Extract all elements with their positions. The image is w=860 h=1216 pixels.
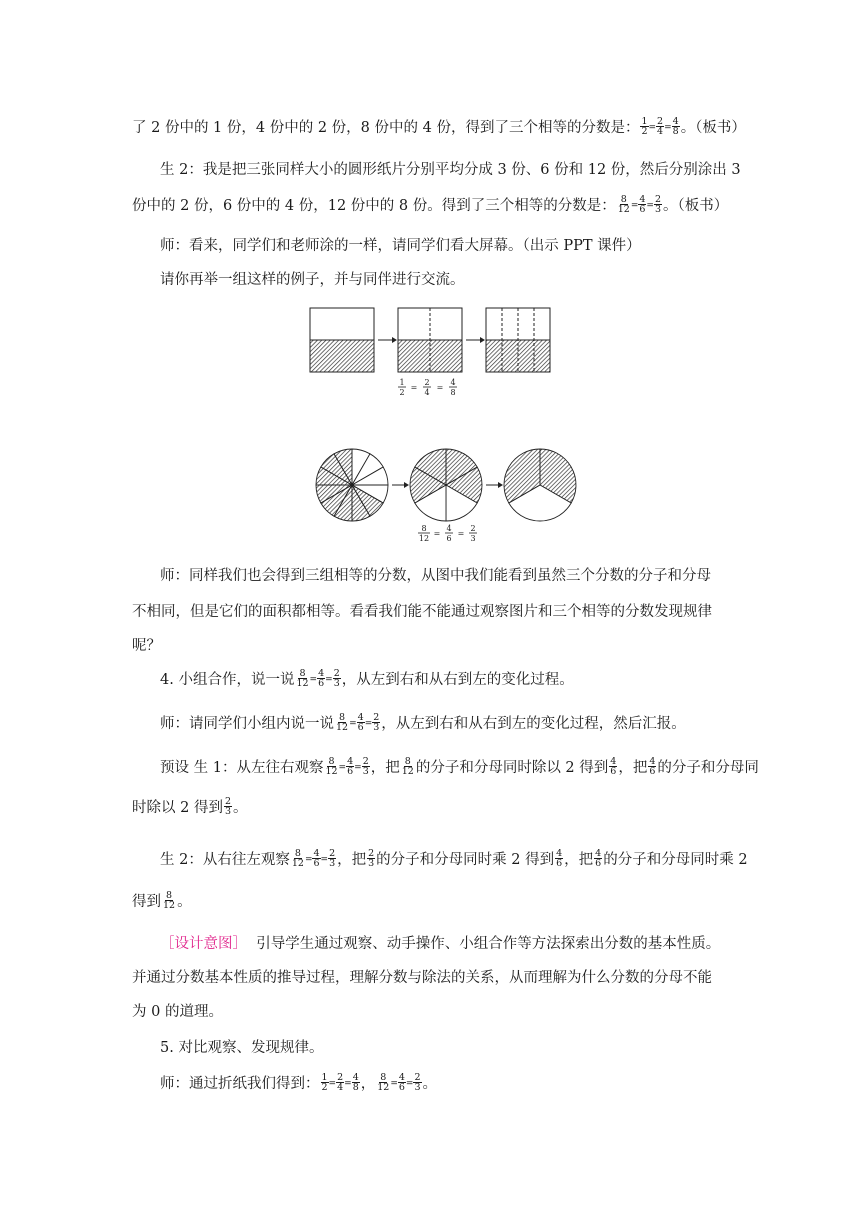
denominator: 12 xyxy=(336,721,349,733)
paragraph-line: 生 2：我是把三张同样大小的圆形纸片分别平均分成 3 份、6 份和 12 份，然后分别涂出 3 xyxy=(160,162,741,178)
fraction xyxy=(162,891,176,910)
equals-sign: = xyxy=(349,719,357,729)
fraction-chain-8-4-2 xyxy=(323,755,370,778)
fraction xyxy=(398,1073,406,1092)
numerator: 1 xyxy=(399,378,405,387)
fraction xyxy=(317,669,325,688)
paragraph-line xyxy=(132,115,746,138)
equals-sign: = xyxy=(364,719,373,729)
denominator: 6 xyxy=(446,534,452,543)
fraction xyxy=(656,117,664,136)
arrow-icon xyxy=(466,337,485,343)
text-segment: 的分子和分母同 xyxy=(657,760,759,776)
paragraph-line: 师：同样我们也会得到三组相等的分数，从图中我们能看到虽然三个分数的分子和分母 xyxy=(160,568,711,584)
circle-fold-figure xyxy=(308,445,588,550)
denominator: 3 xyxy=(329,857,336,869)
denominator: 6 xyxy=(649,765,656,777)
fraction-chain-1-2-4 xyxy=(320,1071,361,1094)
numerator: 4 xyxy=(352,1071,359,1083)
text-segment: ， xyxy=(360,1076,376,1092)
denominator: 12 xyxy=(291,857,304,869)
text-segment: 引导学生通过观察、动手操作、小组合作等方法探索出分数的基本性质。 xyxy=(256,936,721,952)
text-segment: 。 xyxy=(177,894,192,910)
equals-sign: = xyxy=(648,123,657,133)
numerator: 4 xyxy=(649,755,656,767)
numerator: 4 xyxy=(446,524,452,533)
fraction xyxy=(617,195,631,214)
numerator: 8 xyxy=(620,193,627,205)
denominator: 2 xyxy=(641,125,648,137)
fraction xyxy=(376,1073,390,1092)
text-segment: 。 xyxy=(422,1076,438,1092)
equals-sign: = xyxy=(325,675,333,685)
denominator: 3 xyxy=(414,1081,421,1093)
numerator: 4 xyxy=(595,847,602,859)
fraction xyxy=(672,117,680,136)
denominator: 8 xyxy=(450,388,456,397)
fraction xyxy=(224,797,232,816)
denominator: 12 xyxy=(325,765,338,777)
rectangle-fourths xyxy=(398,308,462,372)
text-segment: 时除以 2 得到 xyxy=(132,800,223,816)
denominator: 6 xyxy=(610,765,617,777)
design-intent-tag: ［设计意图］ xyxy=(160,936,247,952)
numerator: 4 xyxy=(398,1071,405,1083)
denominator: 2 xyxy=(399,388,405,397)
paragraph-line: 呢？ xyxy=(132,638,161,654)
denominator: 2 xyxy=(321,1081,328,1093)
paragraph-line xyxy=(132,795,732,818)
denominator: 3 xyxy=(368,857,375,869)
paragraph-line xyxy=(160,934,760,954)
rectangle-eighths xyxy=(486,308,550,372)
text-segment: 的分子和分母同时除以 2 得到 xyxy=(415,760,609,776)
numerator: 4 xyxy=(672,115,679,127)
equals-sign: = xyxy=(304,855,313,865)
numerator: 2 xyxy=(654,193,662,205)
fraction-chain-8-4-2 xyxy=(290,847,337,870)
paragraph-line xyxy=(132,193,732,216)
equals-sign: = xyxy=(630,201,639,211)
denominator: 8 xyxy=(672,125,679,137)
denominator: 3 xyxy=(362,765,369,777)
numerator: 8 xyxy=(339,711,346,723)
figure-caption xyxy=(398,378,457,397)
rectangle-halves xyxy=(310,308,374,372)
fraction xyxy=(324,757,338,776)
text-segment: ，把 xyxy=(370,760,400,776)
text-segment: 生 2：从右往左观察 xyxy=(160,852,290,868)
text-segment: 。（板书） xyxy=(663,198,729,214)
equals-sign: = xyxy=(338,763,347,773)
denominator: 6 xyxy=(357,721,364,733)
equals-sign: = xyxy=(433,529,441,538)
text-segment: ，把 xyxy=(337,852,367,868)
fraction xyxy=(372,713,380,732)
text-segment: 师：请同学们小组内说一说 xyxy=(160,716,334,732)
numerator: 4 xyxy=(610,755,617,767)
fraction xyxy=(352,1073,360,1092)
fraction xyxy=(654,195,662,214)
equals-sign: = xyxy=(309,675,318,685)
numerator: 4 xyxy=(357,711,364,723)
circle-twelfths xyxy=(316,449,388,521)
fraction xyxy=(401,757,415,776)
numerator: 2 xyxy=(424,378,430,387)
text-segment: 份中的 2 份，6 份中的 4 份，12 份中的 8 份。得到了三个相等的分数是： xyxy=(132,198,616,214)
figure-caption xyxy=(418,524,477,543)
paragraph-line xyxy=(160,711,760,734)
denominator: 6 xyxy=(639,203,646,215)
denominator: 8 xyxy=(352,1081,359,1093)
fraction-chain-1-2-4 xyxy=(639,115,680,138)
numerator: 2 xyxy=(414,1071,421,1083)
denominator: 4 xyxy=(657,125,664,137)
numerator: 4 xyxy=(556,847,563,859)
fraction-chain-8-4-2 xyxy=(294,667,341,690)
numerator: 2 xyxy=(368,847,375,859)
fraction xyxy=(413,1073,421,1092)
denominator: 6 xyxy=(313,857,320,869)
denominator: 12 xyxy=(401,765,414,777)
numerator: 2 xyxy=(224,795,231,807)
equals-sign: = xyxy=(390,1079,398,1089)
denominator: 12 xyxy=(377,1081,390,1093)
text-segment: 。 xyxy=(233,800,248,816)
fraction-chain-8-4-2 xyxy=(334,711,381,734)
numerator: 8 xyxy=(380,1071,387,1083)
arrow-icon xyxy=(378,337,397,343)
paragraph-line xyxy=(160,1071,760,1094)
denominator: 6 xyxy=(595,857,602,869)
denominator: 4 xyxy=(337,1081,344,1093)
text-segment: ，从左到右和从右到左的变化过程。 xyxy=(341,672,574,688)
text-segment: ，把 xyxy=(618,760,648,776)
denominator: 3 xyxy=(333,677,340,689)
circle-thirds xyxy=(504,449,576,521)
denominator: 3 xyxy=(224,805,231,817)
numerator: 1 xyxy=(321,1071,328,1083)
fraction xyxy=(609,757,617,776)
denominator: 4 xyxy=(424,388,430,397)
paragraph-line xyxy=(132,889,732,912)
text-segment: 的分子和分母同时乘 2 得到 xyxy=(376,852,555,868)
fraction-chain-8-4-2 xyxy=(375,1071,422,1094)
fraction xyxy=(640,117,648,136)
denominator: 6 xyxy=(556,857,563,869)
numerator: 4 xyxy=(639,193,646,205)
paragraph-line: 为 0 的道理。 xyxy=(132,1004,223,1020)
numerator: 4 xyxy=(318,667,325,679)
numerator: 2 xyxy=(333,667,340,679)
fraction xyxy=(335,713,349,732)
numerator: 2 xyxy=(373,711,380,723)
text-segment: 的分子和分母同时乘 2 xyxy=(603,852,748,868)
denominator: 6 xyxy=(318,677,325,689)
fraction xyxy=(362,757,370,776)
fraction xyxy=(638,195,646,214)
text-segment: 得到 xyxy=(132,894,161,910)
equals-sign: = xyxy=(405,1079,414,1089)
numerator: 4 xyxy=(313,847,320,859)
equals-sign: = xyxy=(320,855,329,865)
numerator: 2 xyxy=(470,524,476,533)
denominator: 3 xyxy=(470,534,476,543)
text-segment: 。（板书） xyxy=(680,120,746,136)
text-segment: 师：通过折纸我们得到： xyxy=(160,1076,320,1092)
paragraph-line: 师：看来，同学们和老师涂的一样，请同学们看大屏幕。（出示 PPT 课件） xyxy=(160,238,641,254)
fraction xyxy=(648,757,656,776)
equals-sign: = xyxy=(410,383,418,392)
numerator: 8 xyxy=(294,847,301,859)
paragraph-line xyxy=(160,847,760,870)
equals-sign: = xyxy=(328,1079,337,1089)
numerator: 2 xyxy=(337,1071,344,1083)
fraction xyxy=(333,669,341,688)
denominator: 6 xyxy=(347,765,354,777)
equals-sign: = xyxy=(457,529,465,538)
text-segment: 4. 小组合作，说一说 xyxy=(160,672,295,688)
numerator: 8 xyxy=(404,755,411,767)
text-segment: 预设 生 1：从左往右观察 xyxy=(160,760,324,776)
denominator: 3 xyxy=(373,721,380,733)
arrow-icon xyxy=(392,482,409,488)
text-segment: ，从左到右和从右到左的变化过程，然后汇报。 xyxy=(381,716,686,732)
fraction xyxy=(367,849,375,868)
numerator: 1 xyxy=(641,115,648,127)
fraction xyxy=(291,849,305,868)
circle-sixths xyxy=(410,449,482,521)
numerator: 2 xyxy=(657,115,664,127)
equals-sign: = xyxy=(646,201,654,211)
paragraph-line xyxy=(160,667,760,690)
numerator: 8 xyxy=(299,667,306,679)
fraction xyxy=(295,669,309,688)
numerator: 8 xyxy=(166,889,173,901)
numerator: 2 xyxy=(362,755,369,767)
fraction xyxy=(555,849,563,868)
denominator: 3 xyxy=(654,203,662,215)
equals-sign: = xyxy=(354,763,362,773)
numerator: 4 xyxy=(347,755,354,767)
paragraph-line xyxy=(160,755,760,778)
fraction xyxy=(346,757,354,776)
denominator: 12 xyxy=(617,203,630,215)
denominator: 12 xyxy=(296,677,309,689)
denominator: 12 xyxy=(163,899,176,911)
text-segment: ，把 xyxy=(564,852,594,868)
paragraph-line: 请你再举一组这样的例子，并与同伴进行交流。 xyxy=(160,272,465,288)
equals-sign: = xyxy=(436,383,444,392)
rectangle-fold-figure xyxy=(300,302,560,402)
text-segment: 了 2 份中的 1 份，4 份中的 2 份，8 份中的 4 份，得到了三个相等的分数是： xyxy=(132,120,640,136)
equals-sign: = xyxy=(344,1079,352,1089)
denominator: 6 xyxy=(398,1081,405,1093)
fraction xyxy=(328,849,336,868)
numerator: 8 xyxy=(421,524,427,533)
fraction xyxy=(312,849,320,868)
paragraph-line: 5. 对比观察、发现规律。 xyxy=(160,1040,324,1056)
equals-sign: = xyxy=(664,123,672,133)
numerator: 8 xyxy=(328,755,335,767)
paragraph-line: 并通过分数基本性质的推导过程，理解分数与除法的关系，从而理解为什么分数的分母不能 xyxy=(132,970,712,986)
fraction xyxy=(336,1073,344,1092)
fraction xyxy=(357,713,365,732)
fraction xyxy=(321,1073,329,1092)
numerator: 2 xyxy=(329,847,336,859)
paragraph-line: 不相同，但是它们的面积都相等。看看我们能不能通过观察图片和三个相等的分数发现规律 xyxy=(132,604,712,620)
arrow-icon xyxy=(486,482,503,488)
fraction xyxy=(594,849,602,868)
fraction-chain-8-4-2 xyxy=(616,193,663,216)
numerator: 4 xyxy=(450,378,456,387)
denominator: 12 xyxy=(418,534,430,543)
